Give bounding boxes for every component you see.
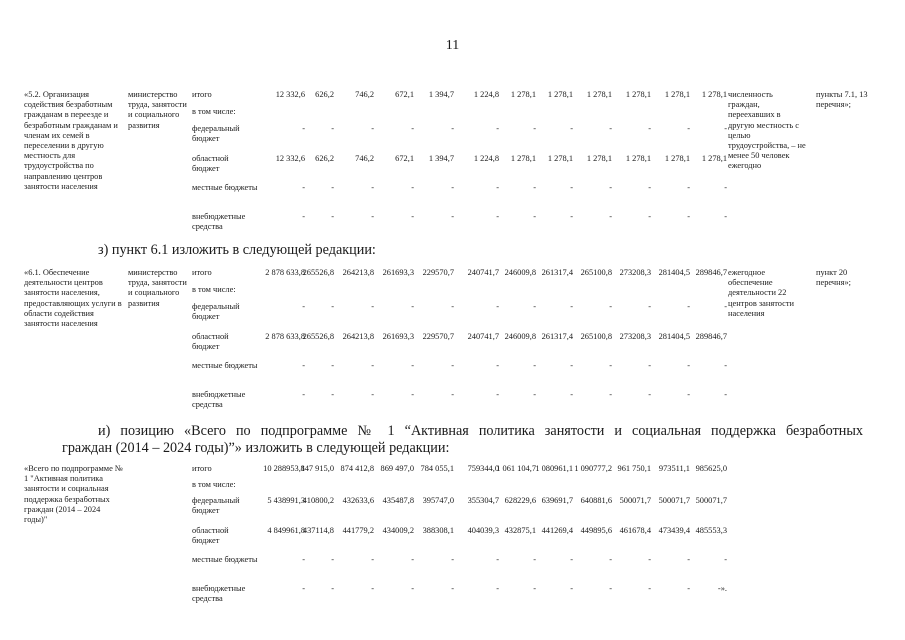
funding-source-label: в том числе: [192,285,236,294]
value-cell: 12 332,6 [275,154,305,163]
value-cell: 289846,7 [695,268,727,277]
paragraph-i-line2: граждан (2014 – 2024 годы)”» изложить в следующей редакции: [62,440,450,456]
value-cell: - [648,212,651,221]
table-item-5-2 [24,90,884,240]
value-cell: - [331,555,334,564]
measure-description: «6.1. Обеспечение деятельности центров занятости населения, предоставляющих услуги в области содействия занятости населения [24,268,122,329]
value-cell: - [411,555,414,564]
value-cell: - [411,361,414,370]
value-cell: 229570,7 [422,268,454,277]
value-cell: 784 055,1 [420,464,454,473]
value-cell: - [648,584,651,593]
value-cell: 404039,3 [467,526,499,535]
value-cell: 432875,1 [504,526,536,535]
value-cell: - [648,361,651,370]
funding-source-label: областной бюджет [192,154,229,174]
value-cell: 261317,4 [541,332,573,341]
value-cell: 973511,1 [658,464,690,473]
value-cell: 273208,3 [619,268,651,277]
value-cell: 410800,2 [302,496,334,505]
value-cell: - [609,212,612,221]
value-cell: 461678,4 [619,526,651,535]
value-cell: 672,1 [395,90,414,99]
value-cell: 1 224,8 [473,154,499,163]
value-cell: - [302,584,305,593]
value-cell: - [331,584,334,593]
target-indicator: ежегодное обеспечение деятельности 22 центров занятости населения [728,268,795,318]
value-cell: 639691,7 [541,496,573,505]
value-cell: - [451,183,454,192]
value-cell: - [331,124,334,133]
value-cell: - [496,390,499,399]
value-cell: 4 849961,8 [267,526,305,535]
value-cell: 265526,8 [302,268,334,277]
value-cell: 1 278,1 [701,90,727,99]
value-cell: 640881,6 [580,496,612,505]
table-item-6-1 [24,268,884,418]
value-cell: - [411,302,414,311]
value-cell: 1 278,1 [586,154,612,163]
funding-source-label: внебюджетные средства [192,212,246,232]
value-cell: 265526,8 [302,332,334,341]
funding-source-label: итого [192,90,212,99]
value-cell: - [451,361,454,370]
value-cell: 500071,7 [619,496,651,505]
value-cell: 626,2 [315,90,334,99]
executor: министерство труда, занятости и социального развития [128,90,187,130]
value-cell: - [724,390,727,399]
value-cell: - [687,390,690,399]
value-cell: - [687,124,690,133]
value-cell: 961 750,1 [617,464,651,473]
funding-source-label: областной бюджет [192,332,229,352]
value-cell: 746,2 [355,90,374,99]
value-cell: 435487,8 [382,496,414,505]
value-cell: 500071,7 [695,496,727,505]
value-cell: - [496,212,499,221]
value-cell: 1 278,1 [664,90,690,99]
value-cell: 355304,7 [467,496,499,505]
value-cell: 261317,4 [541,268,573,277]
value-cell: - [687,584,690,593]
value-cell: - [609,390,612,399]
value-cell: 395747,0 [422,496,454,505]
value-cell: - [648,390,651,399]
value-cell: 246009,8 [504,268,536,277]
target-indicator: численность граждан, переехавших в другую местность с целью трудоустройства, – не менее 50 человек ежегодно [728,90,806,171]
value-cell: - [570,212,573,221]
funding-source-label: в том числе: [192,480,236,489]
funding-source-label: местные бюджеты [192,555,258,564]
value-cell: 434009,2 [382,526,414,535]
funding-source-label: итого [192,268,212,277]
value-cell: 2 878 633,8 [265,268,305,277]
funding-source-label: местные бюджеты [192,361,258,370]
funding-source-label: федеральный бюджет [192,496,240,516]
value-cell: 672,1 [395,154,414,163]
value-cell: 261693,3 [382,332,414,341]
value-cell: 1 278,1 [510,90,536,99]
value-cell: 240741,7 [467,268,499,277]
value-cell: -». [717,584,727,593]
value-cell: - [533,390,536,399]
value-cell: - [371,390,374,399]
value-cell: 1 394,7 [428,90,454,99]
value-cell: 432633,6 [342,496,374,505]
value-cell: - [724,124,727,133]
value-cell: - [609,555,612,564]
value-cell: 1 394,7 [428,154,454,163]
value-cell: - [331,183,334,192]
value-cell: - [687,212,690,221]
value-cell: 265100,8 [580,332,612,341]
value-cell: - [451,302,454,311]
value-cell: - [411,390,414,399]
value-cell: 1 278,1 [586,90,612,99]
value-cell: 1 061 104,7 [496,464,536,473]
funding-source-label: внебюджетные средства [192,390,246,410]
paragraph-z: з) пункт 6.1 изложить в следующей редакции: [98,242,376,258]
value-cell: - [609,302,612,311]
value-cell: - [609,124,612,133]
value-cell: 449895,6 [580,526,612,535]
value-cell: - [687,302,690,311]
value-cell: - [496,361,499,370]
measure-description: «Всего по подпрограмме № 1 "Активная политика занятости и социальная поддержка безработных граждан (2014 – 2024 годы)" [24,464,123,525]
executor: министерство труда, занятости и социального развития [128,268,187,308]
value-cell: 240741,7 [467,332,499,341]
value-cell: - [724,555,727,564]
value-cell: - [570,302,573,311]
value-cell: 5 438991,3 [267,496,305,505]
value-cell: 500071,7 [658,496,690,505]
value-cell: 746,2 [355,154,374,163]
value-cell: - [724,212,727,221]
value-cell: - [302,361,305,370]
value-cell: - [451,555,454,564]
value-cell: - [302,212,305,221]
value-cell: 1 278,1 [701,154,727,163]
funding-source-label: федеральный бюджет [192,124,240,144]
value-cell: 1 278,1 [547,154,573,163]
funding-source-label: итого [192,464,212,473]
value-cell: 12 332,6 [275,90,305,99]
value-cell: - [302,555,305,564]
value-cell: - [302,183,305,192]
value-cell: - [570,584,573,593]
value-cell: 485553,3 [695,526,727,535]
value-cell: - [496,183,499,192]
value-cell: - [371,555,374,564]
value-cell: - [533,212,536,221]
funding-source-label: областной бюджет [192,526,229,546]
value-cell: 281404,5 [658,332,690,341]
value-cell: 847 915,0 [300,464,334,473]
value-cell: 869 497,0 [380,464,414,473]
value-cell: 246009,8 [504,332,536,341]
value-cell: - [331,361,334,370]
value-cell: - [687,555,690,564]
value-cell: 985625,0 [695,464,727,473]
value-cell: - [570,361,573,370]
value-cell: - [609,584,612,593]
value-cell: - [648,124,651,133]
value-cell: - [451,584,454,593]
value-cell: 1 224,8 [473,90,499,99]
value-cell: - [496,555,499,564]
value-cell: - [411,124,414,133]
value-cell: - [411,183,414,192]
value-cell: - [371,584,374,593]
paragraph-i-line1: и) позицию «Всего по подпрограмме № 1 “Активная политика занятости и социальная поддержка безработных [98,423,863,439]
value-cell: - [371,183,374,192]
value-cell: - [411,212,414,221]
value-cell: 1 080961,1 [535,464,573,473]
value-cell: 281404,5 [658,268,690,277]
value-cell: - [371,302,374,311]
value-cell: - [496,124,499,133]
value-cell: 759344,0 [467,464,499,473]
value-cell: - [496,302,499,311]
value-cell: 1 278,1 [625,90,651,99]
value-cell: 10 288953,1 [263,464,305,473]
value-cell: - [302,302,305,311]
value-cell: - [724,361,727,370]
value-cell: - [648,183,651,192]
reference: пункты 7.1, 13 перечня»; [816,90,868,110]
value-cell: 229570,7 [422,332,454,341]
value-cell: 388308,1 [422,526,454,535]
value-cell: 289846,7 [695,332,727,341]
value-cell: - [533,584,536,593]
value-cell: - [533,302,536,311]
value-cell: 264213,8 [342,332,374,341]
value-cell: - [609,361,612,370]
value-cell: 265100,8 [580,268,612,277]
value-cell: - [496,584,499,593]
value-cell: - [570,555,573,564]
reference: пункт 20 перечня»; [816,268,851,288]
value-cell: 1 278,1 [510,154,536,163]
value-cell: - [609,183,612,192]
value-cell: 1 278,1 [547,90,573,99]
value-cell: 626,2 [315,154,334,163]
value-cell: 874 412,8 [340,464,374,473]
value-cell: 1 278,1 [664,154,690,163]
value-cell: - [451,390,454,399]
funding-source-label: в том числе: [192,107,236,116]
measure-description: «5.2. Организация содействия безработным гражданам в переезде и безработным гражданам и членам их семей в переселении в другую местность для трудоустройства по направлению центров занятости населения [24,90,118,191]
value-cell: - [411,584,414,593]
value-cell: 273208,3 [619,332,651,341]
value-cell: - [570,124,573,133]
funding-source-label: местные бюджеты [192,183,258,192]
value-cell: - [302,390,305,399]
value-cell: - [533,124,536,133]
value-cell: 1 278,1 [625,154,651,163]
value-cell: 2 878 633,8 [265,332,305,341]
value-cell: - [570,183,573,192]
value-cell: - [371,361,374,370]
value-cell: - [724,183,727,192]
value-cell: - [687,361,690,370]
value-cell: - [533,183,536,192]
value-cell: - [331,212,334,221]
value-cell: - [533,361,536,370]
value-cell: - [331,390,334,399]
value-cell: - [724,302,727,311]
value-cell: 441779,2 [342,526,374,535]
value-cell: - [570,390,573,399]
value-cell: 441269,4 [541,526,573,535]
value-cell: - [687,183,690,192]
value-cell: - [331,302,334,311]
table-total-subprogram-1 [24,464,884,614]
value-cell: 473439,4 [658,526,690,535]
value-cell: 1 090777,2 [574,464,612,473]
value-cell: - [648,555,651,564]
funding-source-label: федеральный бюджет [192,302,240,322]
value-cell: 264213,8 [342,268,374,277]
page-number: 11 [445,38,460,53]
value-cell: 437114,8 [302,526,334,535]
value-cell: - [371,212,374,221]
value-cell: 261693,3 [382,268,414,277]
value-cell: - [302,124,305,133]
value-cell: 628229,6 [504,496,536,505]
value-cell: - [451,212,454,221]
value-cell: - [648,302,651,311]
value-cell: - [533,555,536,564]
value-cell: - [371,124,374,133]
value-cell: - [451,124,454,133]
funding-source-label: внебюджетные средства [192,584,246,604]
